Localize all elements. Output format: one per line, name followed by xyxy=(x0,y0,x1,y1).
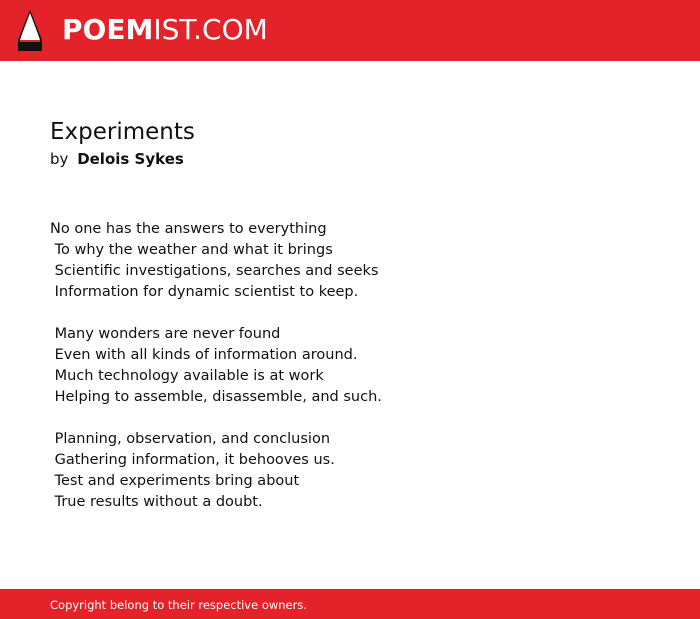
copyright-text: Copyright belong to their respective owners. xyxy=(50,598,308,612)
stanza xyxy=(50,219,382,303)
poem-line: Helping to assemble, disassemble, and such. xyxy=(50,389,382,405)
by-label: by xyxy=(50,150,69,168)
author-name[interactable]: Delois Sykes xyxy=(77,150,184,168)
site-logo[interactable] xyxy=(62,12,268,48)
poem-line: Much technology available is at work xyxy=(50,368,324,384)
stanza xyxy=(50,429,382,513)
logo-light-text: IST.COM xyxy=(153,13,268,46)
poem-body xyxy=(50,219,382,534)
byline xyxy=(50,149,184,169)
poem-line: Information for dynamic scientist to keep. xyxy=(50,284,359,300)
poem-line: Gathering information, it behooves us. xyxy=(50,452,335,468)
poem-line: Even with all kinds of information around. xyxy=(50,347,358,363)
poem-line: True results without a doubt. xyxy=(50,494,263,510)
poem-title: Experiments xyxy=(50,119,195,145)
poem-line: No one has the answers to everything xyxy=(50,221,327,237)
poem-line: To why the weather and what it brings xyxy=(50,242,333,258)
logo-bold-text: POEM xyxy=(62,13,154,46)
stanza xyxy=(50,324,382,408)
pencil-logo-icon[interactable] xyxy=(18,10,42,51)
poem-line: Scientific investigations, searches and seeks xyxy=(50,263,379,279)
site-header xyxy=(0,0,700,61)
poem-line: Planning, observation, and conclusion xyxy=(50,431,331,447)
poem-line: Test and experiments bring about xyxy=(50,473,300,489)
site-footer xyxy=(0,589,700,619)
poem-line: Many wonders are never found xyxy=(50,326,281,342)
